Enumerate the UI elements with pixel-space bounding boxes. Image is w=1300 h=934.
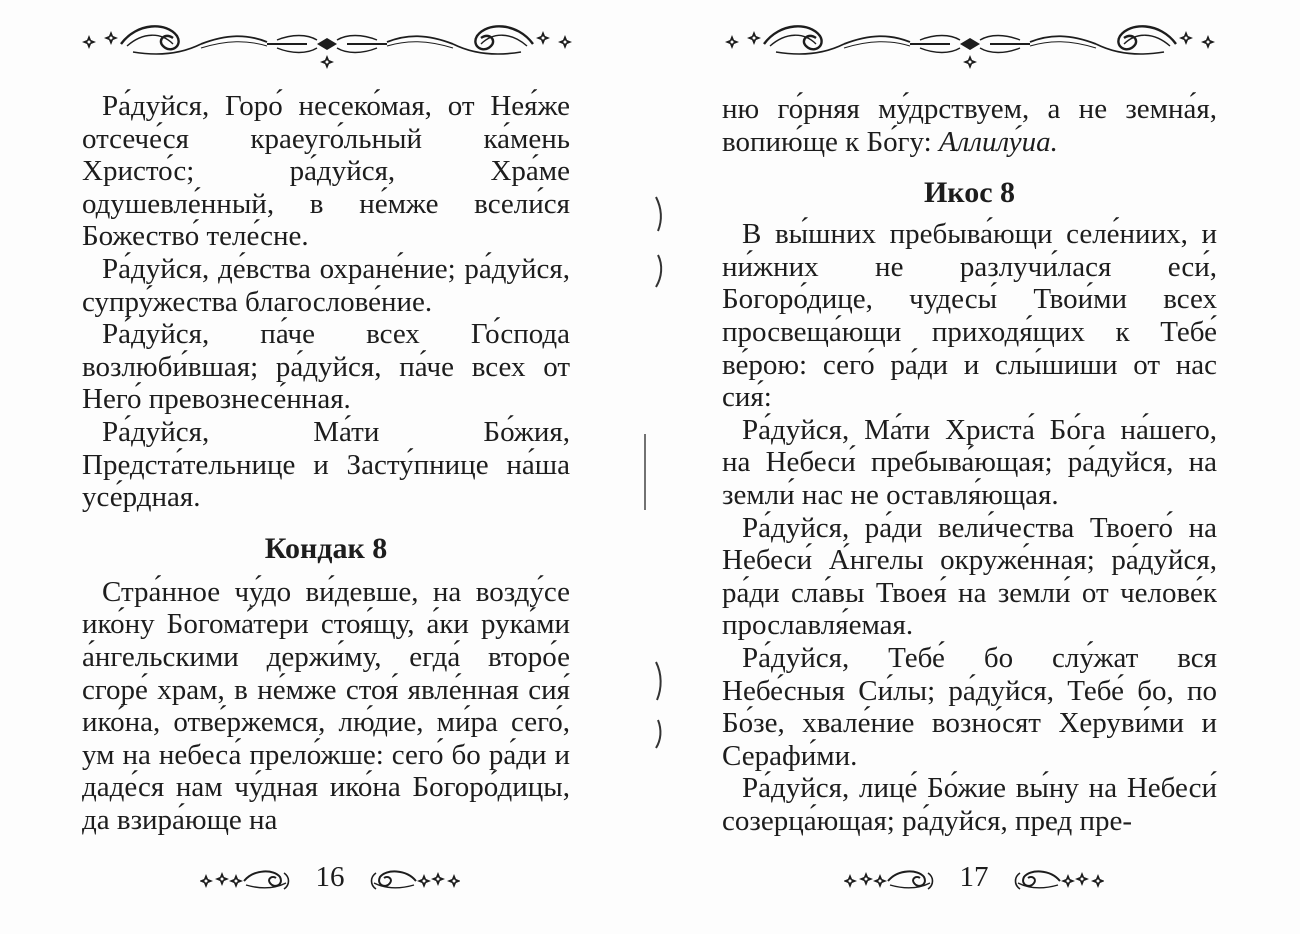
- left-page: [62, 0, 622, 934]
- binding-stitch-icon: [648, 660, 668, 760]
- page-footer: [200, 857, 460, 901]
- paragraph: Ра́дуйся, де́вства охране́ние; ра́дуйся, супру́жества благослове́ние.: [82, 252, 570, 318]
- alleluia-text: Аллилу́иа.: [938, 125, 1058, 158]
- floral-header-ornament-icon: [720, 16, 1220, 76]
- page-number: 16: [315, 861, 345, 893]
- right-page-text: [722, 93, 1217, 837]
- floral-header-ornament-icon: [77, 16, 577, 76]
- paragraph: Ра́дуйся, ра́ди вели́чества Твоего́ на Небеси́ А́нгелы окруже́нная; ра́дуйся, ра́ди сла́вы Твоея́ на земли́ от челове́к прославля́емая.: [722, 511, 1217, 642]
- paragraph-text: ню го́рняя му́дрствуем, а не земна́я, вопию́ще к Бо́гу:: [722, 93, 1217, 158]
- paragraph: Ра́дуйся, Ма́ти Бо́жия, Предста́тельнице и Засту́пнице на́ша усе́рдная.: [82, 415, 570, 514]
- paragraph: [722, 93, 1217, 158]
- floral-footer-ornament-icon: [370, 863, 460, 895]
- paragraph: Ра́дуйся, Горо́ несеко́мая, от Нея́же отсече́ся краеуго́льный ка́мень Христо́с; ра́дуйся, Хра́ме одушевле́нный, в не́мже всели́ся Божество́ теле́сне.: [82, 90, 570, 253]
- paragraph: Ра́дуйся, па́че всех Го́спода возлюби́вшая; ра́дуйся, па́че всех от Него́ превознесе́нная.: [82, 318, 570, 416]
- paragraph: Ра́дуйся, лице́ Бо́жие вы́ну на Небеси́ созерца́ющая; ра́дуйся, пред пре-: [722, 772, 1217, 837]
- paragraph: В вы́шних пребыва́ющи селе́ниих, и ни́жних не разлучи́лася еси́, Богоро́дице, чудесы́ Твои́ми всех просвеща́ющи приходя́щих к Тебе́ ве́рою: сего́ ра́ди и слы́шиши от нас сия́:: [722, 218, 1217, 414]
- paragraph: Стра́нное чу́до ви́девше, на возду́се ико́ну Богома́тери стоя́щу, а́ки рука́ми а́нгельскими держи́му, егда́ второ́е сгоре́ храм, в не́мже стоя́ явле́нная сия́ ико́на, отве́ржемся, лю́дие, ми́ра сего́, ум на небеса́ прело́жше: сего́ бо ра́ди и даде́ся нам чу́дная ико́на Богоро́дицы, да взира́юще на: [82, 575, 570, 836]
- section-heading: Икос 8: [923, 176, 1016, 210]
- section-heading: Кондак 8: [264, 531, 388, 565]
- page-footer: [844, 857, 1104, 901]
- paragraph: Ра́дуйся, Ма́ти Христа́ Бо́га на́шего, на Небеси́ пребыва́ющая; ра́дуйся, на земли́ нас не оставля́ющая.: [722, 413, 1217, 511]
- floral-footer-ornament-icon: [1014, 863, 1104, 895]
- right-page: [712, 0, 1232, 934]
- page-number: 17: [959, 861, 989, 893]
- binding-stitch-icon: [640, 432, 650, 512]
- binding-stitch-icon: [648, 195, 668, 295]
- paragraph: Ра́дуйся, Тебе́ бо слу́жат вся Небе́сныя Си́лы; ра́дуйся, Тебе́ бо, по Бо́зе, хвале́ние возно́сят Херуви́ми и Серафи́ми.: [722, 641, 1217, 772]
- left-page-text: [82, 90, 570, 836]
